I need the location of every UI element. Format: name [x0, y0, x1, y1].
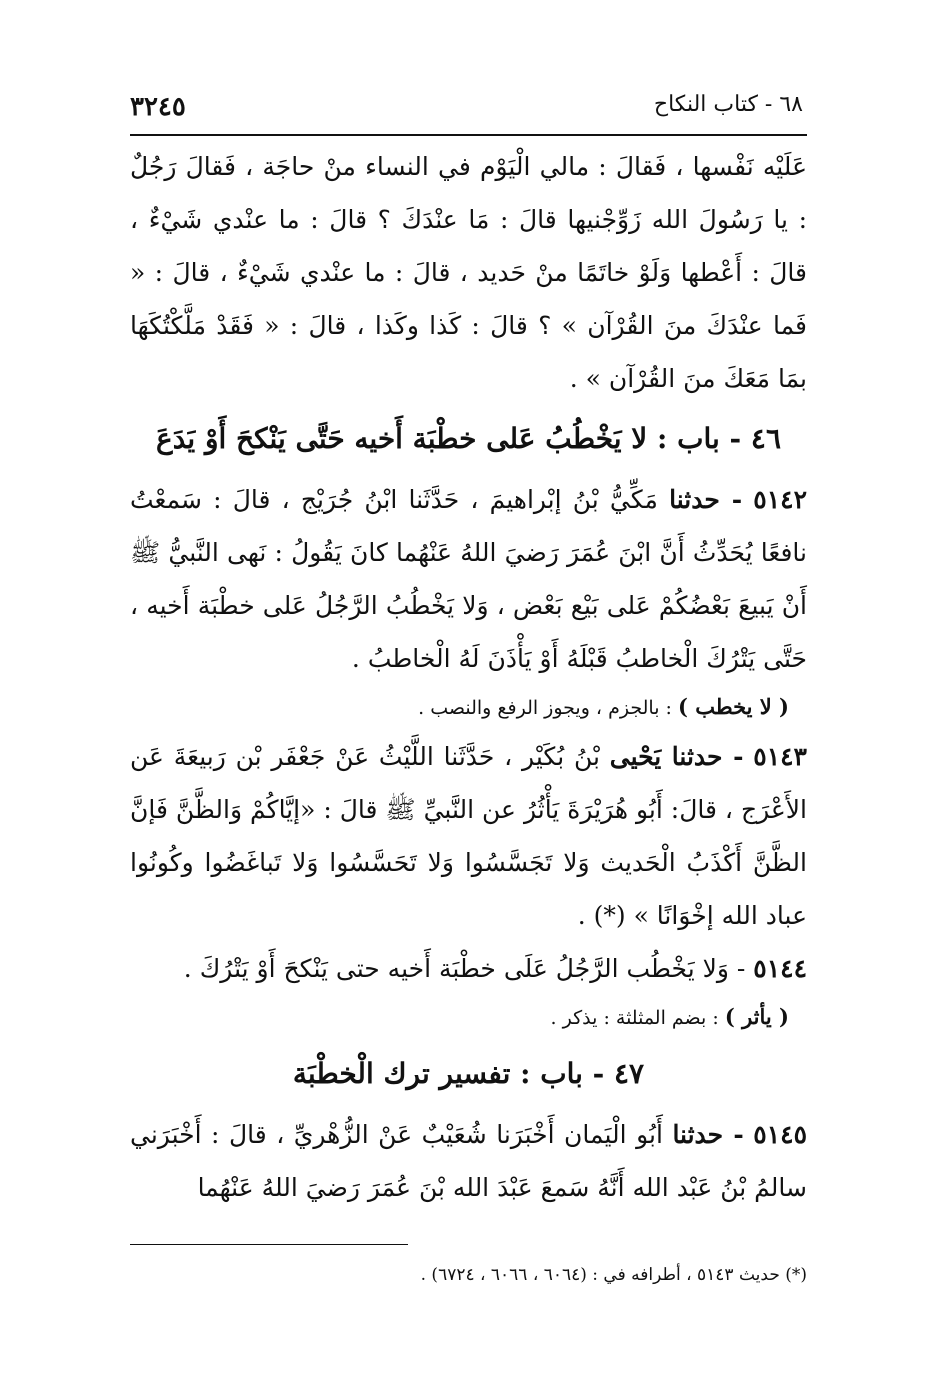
- hadith-number: ٥١٤٥: [753, 1120, 808, 1149]
- hadith-text: بْنُ بُكَيْر ، حَدَّثَنا اللَّيْثُ عَنْ جَعْفَر بْن رَبيعَةَ عَن الأَعْرَج ، قالَ: أَبُو هُرَيْرَةَ يَأْثُرُ عن النَّبيِّ ﷺ قالَ : «إيَّاكُمْ وَالظَّنَّ فَإنَّ الظَّنَّ أَكْذَبُ الْحَديث وَلا تَجَسَّسُوا وَلا تَحَسَّسُوا وَلا تَباغَضُوا وكُونُوا عباد الله إخْوَانًا » (*) .: [130, 742, 807, 930]
- hadith-text: - وَلا يَخْطُب الرَّجُلُ عَلَى خطْبَة أَخيه حتى يَنْكحَ أَوْ يَتْرُكَ .: [183, 954, 746, 983]
- footnote: (*) حديث ٥١٤٣ ، أطرافه في : (٦٠٦٤ ، ٦٠٦٦ ، ٦٧٢٤) .: [420, 1265, 807, 1285]
- book-page: [130, 0, 807, 1384]
- hadith-lead: - حدثنا يَحْيى: [609, 742, 744, 771]
- commentary-note-1: [130, 685, 807, 730]
- page-header: [130, 92, 807, 132]
- header-divider: [130, 134, 807, 136]
- hadith-lead: - حدثنا: [672, 1120, 744, 1149]
- hadith-5143: [130, 730, 807, 942]
- hadith-text: أَبُو الْيَمان أَخْبَرَنا شُعَيْبٌ عَنْ الزُّهْريِّ ، قالَ : أَخْبَرَني سالمُ بْنُ عَبْد الله أَنَّهُ سَمعَ عَبْدَ الله بْنَ عُمَرَ رَضيَ اللهُ عَنْهُما: [130, 1120, 807, 1202]
- chapter-heading-47: ٤٧ - باب : تفسير ترك الْخطْبَة: [292, 1057, 645, 1090]
- chapter-heading-46: ٤٦ - باب : لا يَخْطُبُ عَلى خطْبَة أَخيه حَتَّى يَنْكحَ أَوْ يَدَعَ: [156, 422, 781, 455]
- paragraph-continuation: [130, 140, 807, 405]
- hadith-5145: [130, 1108, 807, 1214]
- hadith-number: ٥١٤٢: [753, 485, 808, 514]
- page-number: ٣٢٤٥: [130, 92, 186, 122]
- hadith-number: ٥١٤٣: [753, 742, 807, 771]
- hadith-5142: [130, 473, 807, 685]
- paragraph-text: عَلَيْه نَفْسها ، فَقالَ : مالي الْيَوْم في النساء منْ حاجَة ، فَقالَ رَجُلٌ : يا رَسُولَ الله زَوِّجْنيها قالَ : مَا عنْدَكَ ؟ قالَ : ما عنْدي شَيْءٌ ، قالَ : أَعْطها وَلَوْ خاتَمًا منْ حَديد ، قالَ : ما عنْدي شَيْءٌ ، قالَ : « فَما عنْدَكَ منَ القُرْآن » ؟ قالَ : كَذا وكَذا ، قالَ : « فَقَدْ مَلَّكْتُكَهَا بمَا مَعَكَ منَ القُرْآن » .: [130, 152, 807, 393]
- note-text: : بالجزم ، ويجوز الرفع والنصب .: [418, 697, 672, 719]
- hadith-5144: [130, 942, 807, 995]
- footnote-divider: [130, 1244, 408, 1245]
- hadith-number: ٥١٤٤: [753, 954, 807, 983]
- hadith-text: مَكِّيُّ بْنُ إبْراهيمَ ، حَدَّثَنا ابْنُ جُرَيْج ، قالَ : سَمعْتُ نافعًا يُحَدِّثُ أَنَّ ابْنَ عُمَرَ رَضيَ اللهُ عَنْهُما كانَ يَقُولُ : نَهى النَّبيُّ ﷺ أَنْ يَبيعَ بَعْضُكُمْ عَلى بَيْع بَعْض ، وَلا يَخْطُبُ الرَّجُلُ عَلى خطْبَة أَخيه ، حَتَّى يَتْرُكَ الْخاطبُ قَبْلَهُ أَوْ يَأْذَنَ لَهُ الْخاطبُ .: [130, 485, 807, 673]
- hadith-lead: - حدثنا: [669, 485, 743, 514]
- commentary-note-2: [130, 995, 807, 1040]
- chapter-title: ٦٨ - كتاب النكاح: [653, 92, 803, 117]
- page-body: [130, 140, 807, 1214]
- note-term: ( يأثر ): [724, 1004, 789, 1029]
- note-term: ( لا يخطب ): [677, 694, 789, 719]
- note-text: : بضم المثلثة : يذكر .: [550, 1007, 719, 1029]
